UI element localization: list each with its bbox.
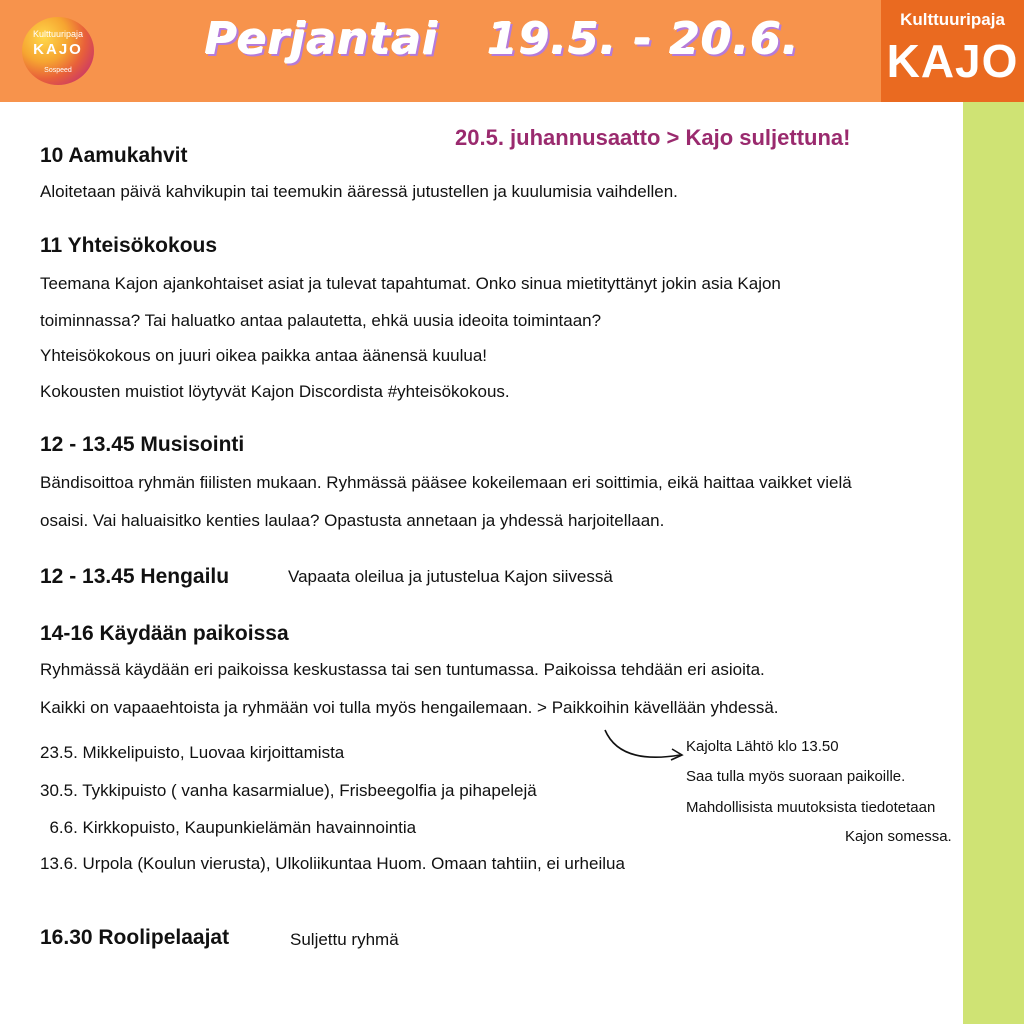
heading-hengailu: 12 - 13.45 Hengailu <box>40 565 230 588</box>
heading-yhteisokokous: 11 Yhteisökokous <box>40 234 218 257</box>
heading-roolipelaajat: 16.30 Roolipelaajat <box>40 926 230 949</box>
text-yhteisokokous-3: Yhteisökokous on juuri oikea paikka antaa äänensä kuulua! <box>40 346 488 365</box>
kajo-logo <box>22 17 94 85</box>
date-item-4: 13.6. Urpola (Koulun vierusta), Ulkoliikuntaa Huom. Omaan tahtiin, ei urheilua <box>40 854 625 873</box>
text-hengailu: Vapaata oleilua ja jutustelua Kajon siivessä <box>288 567 613 586</box>
text-yhteisokokous-4: Kokousten muistiot löytyvät Kajon Discordista #yhteisökokous. <box>40 382 510 401</box>
date-item-1: 23.5. Mikkelipuisto, Luovaa kirjoittamista <box>40 743 345 762</box>
header-banner <box>0 0 1024 102</box>
date-item-3: 6.6. Kirkkopuisto, Kaupunkielämän havainnointia <box>40 818 417 837</box>
page-title: Perjantai 19.5. - 20.6. <box>205 14 800 65</box>
heading-paikoissa: 14-16 Käydään paikoissa <box>40 622 289 645</box>
heading-musisointi: 12 - 13.45 Musisointi <box>40 433 245 456</box>
text-paikoissa-2: Kaikki on vapaaehtoista ja ryhmään voi tulla myös hengailemaan. > Paikkoihin kävellään yhdessä. <box>40 698 779 717</box>
curved-arrow-icon <box>600 725 690 770</box>
side-note-2: Saa tulla myös suoraan paikoille. <box>686 768 906 785</box>
text-musisointi-2: osaisi. Vai haluaisitko kenties laulaa? Opastusta annetaan ja yhdessä harjoitellaan. <box>40 511 665 530</box>
text-paikoissa-1: Ryhmässä käydään eri paikoissa keskustassa tai sen tuntumassa. Paikoissa tehdään eri asioita. <box>40 660 765 679</box>
brand-big-text: KAJO <box>886 35 1019 87</box>
side-note-1: Kajolta Lähtö klo 13.50 <box>686 738 839 755</box>
brand-block <box>881 0 1024 102</box>
text-yhteisokokous-1: Teemana Kajon ajankohtaiset asiat ja tulevat tapahtumat. Onko sinua mietityttänyt jokin asia Kajon <box>40 274 781 293</box>
text-yhteisokokous-2: toiminnassa? Tai haluatko antaa palautetta, ehkä uusia ideoita toimintaan? <box>40 311 602 330</box>
side-note-3: Mahdollisista muutoksista tiedotetaan <box>686 799 936 816</box>
text-aamukahvit-1: Aloitetaan päivä kahvikupin tai teemukin ääressä jutustellen ja kuulumisia vaihdellen. <box>40 182 678 201</box>
heading-aamukahvit: 10 Aamukahvit <box>40 144 188 167</box>
date-item-2: 30.5. Tykkipuisto ( vanha kasarmialue), Frisbeegolfia ja pihapelejä <box>40 781 537 800</box>
closure-notice: 20.5. juhannusaatto > Kajo suljettuna! <box>455 125 851 150</box>
logo-text-sub: Sospeed <box>44 67 72 74</box>
side-note-4: Kajon somessa. <box>845 828 952 845</box>
text-musisointi-1: Bändisoittoa ryhmän fiilisten mukaan. Ryhmässä pääsee kokeilemaan eri soittimia, eikä haittaa vaikket vielä <box>40 473 852 492</box>
text-roolipelaajat: Suljettu ryhmä <box>290 930 399 949</box>
logo-text-kajo: KAJO <box>33 41 83 58</box>
side-decor-bar <box>963 102 1024 1024</box>
logo-text-small: Kulttuuripaja <box>32 29 84 39</box>
brand-small-text: Kulttuuripaja <box>900 10 1005 29</box>
